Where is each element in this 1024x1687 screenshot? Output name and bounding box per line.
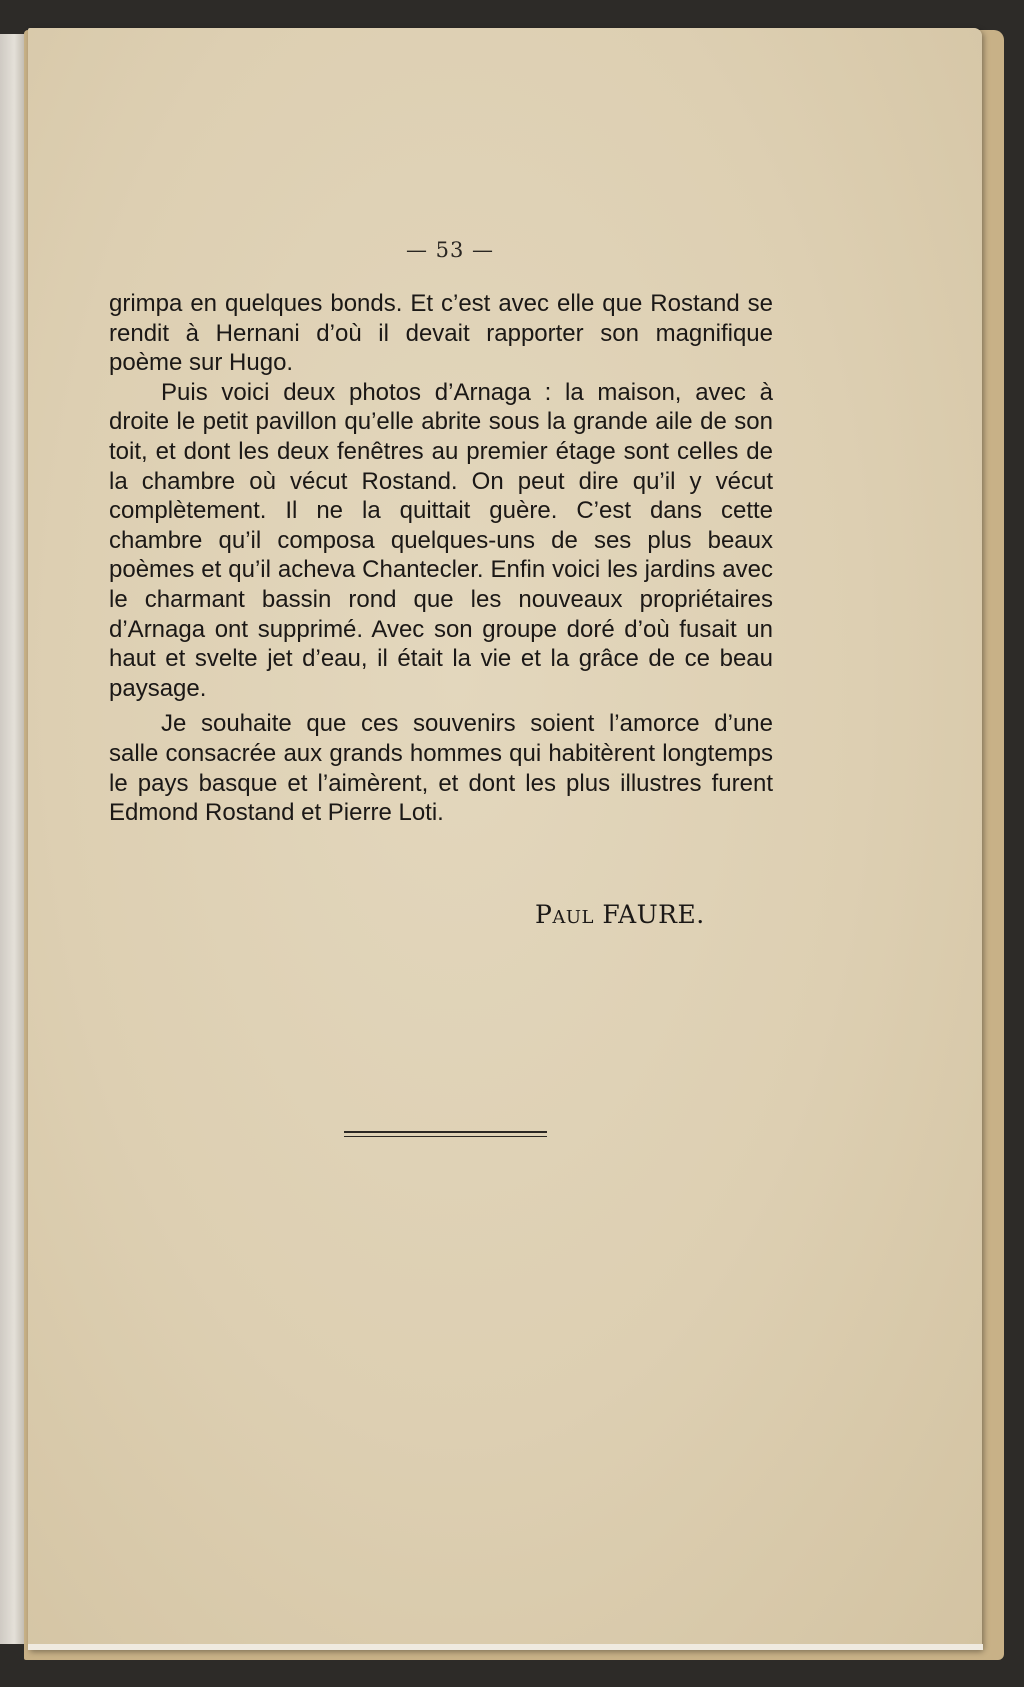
author-signature: Paul FAURE. <box>535 900 705 929</box>
page-sheet <box>28 28 982 1650</box>
bottom-sheet-edge <box>28 1644 983 1650</box>
paragraph-continuation: grimpa en quelques bonds. Et c’est avec elle que Rostand se rendit à Hernani d’où il devait rapporter son magnifique poème sur Hugo. <box>109 290 773 377</box>
paragraph-closing-wish: Je souhaite que ces souvenirs soient l’amorce d’une salle consacrée aux grands hommes qui habitèrent longtemps le pays basque et l’aimèrent, et dont les plus illustres furent Edmond Rostand et Pierre Loti. <box>109 710 773 827</box>
double-rule-divider <box>344 1131 547 1137</box>
left-page-edge <box>0 34 26 1644</box>
page-number: — 53 — <box>405 238 495 262</box>
paragraph-arnaga-photos: Puis voici deux photos d’Arnaga : la maison, avec à droite le petit pavillon qu’elle abrite sous la grande aile de son toit, et dont les deux fenêtres au premier étage sont celles de la chambre où vécut Rostand. On peut dire qu’il y vécut complètement. Il ne la quittait guère. C’est dans cette chambre qu’il composa quelques-uns de ses plus beaux poèmes et qu’il acheva Chantecler. Enfin voici les jardins avec le charmant bassin rond que les nouveaux propriétaires d’Arnaga ont supprimé. Avec son groupe doré d’où fusait un haut et svelte jet d’eau, il était la vie et la grâce de ce beau paysage. <box>109 378 773 702</box>
body-text <box>109 289 773 828</box>
